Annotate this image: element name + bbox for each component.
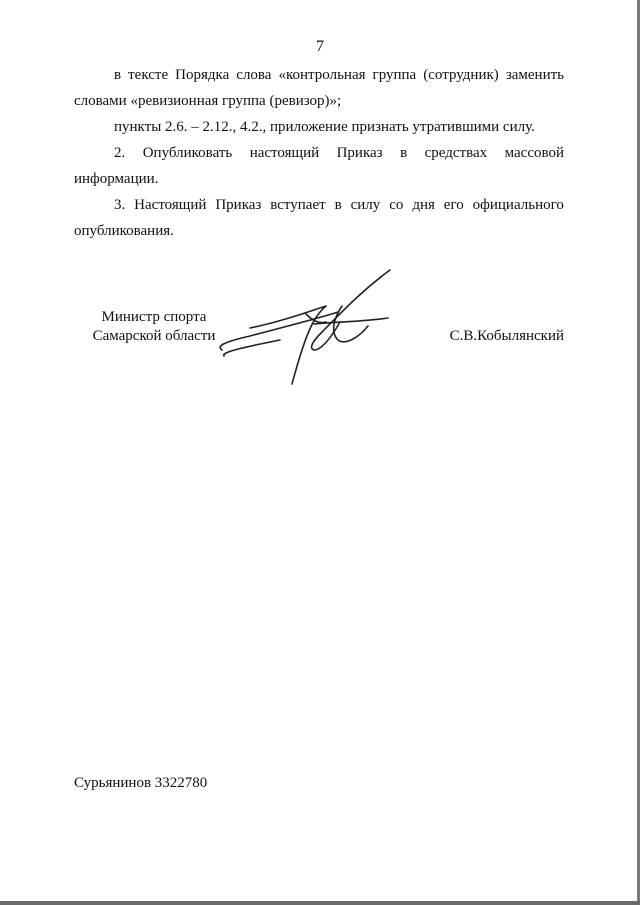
word: Приказ [336,145,383,161]
signatory-title-line: Министр спорта [101,309,207,325]
word: тексте [128,67,169,83]
word: группа [372,67,417,83]
paragraph-order-text-replacement [74,62,564,114]
word: его [443,197,464,213]
handwritten-signature [210,262,410,392]
word: «контрольная [278,67,366,83]
word: со [389,197,404,213]
word: заменить [505,67,564,83]
word: вступает [270,197,326,213]
word: настоящий [249,145,320,161]
word: (сотрудник) [423,67,499,83]
word: в [114,67,122,83]
signatory-title-line: Самарской области [92,328,216,344]
signature-stroke [224,340,280,356]
paragraph-line: словами «ревизионная группа (ревизор)»; [74,93,342,109]
signature-stroke [314,318,388,324]
word: в [400,145,408,161]
signature-stroke [312,270,390,350]
word: 2. [114,145,126,161]
scan-edge-bottom [0,901,640,905]
signature-stroke [220,312,338,350]
word: в [334,197,342,213]
paragraph-line: опубликования. [74,223,174,239]
executor-contact: Сурьянинов 3322780 [74,775,208,791]
page-number: 7 [316,38,324,55]
word: Порядка [175,67,230,83]
signatory-name: С.В.Кобылянский [449,328,564,344]
word: официального [472,197,564,213]
word: массовой [504,145,564,161]
paragraph-line [74,140,564,166]
paragraph-line [74,192,564,218]
word: Приказ [215,197,262,213]
word: силу [350,197,381,213]
word: слова [236,67,272,83]
paragraph-line: информации. [74,171,159,187]
paragraph-publish-order [74,140,564,192]
word: Опубликовать [142,145,233,161]
signatory-title [84,308,224,346]
word: средствах [424,145,488,161]
paragraph-line [74,62,564,88]
paragraph-effective-date [74,192,564,244]
paragraph-line: пункты 2.6. – 2.12., 4.2., приложение признать утратившими силу. [114,119,535,135]
word: 3. [114,197,126,213]
paragraph-invalidated-items [74,114,564,140]
word: дня [412,197,435,213]
word: Настоящий [134,197,207,213]
signature-stroke [250,306,326,384]
